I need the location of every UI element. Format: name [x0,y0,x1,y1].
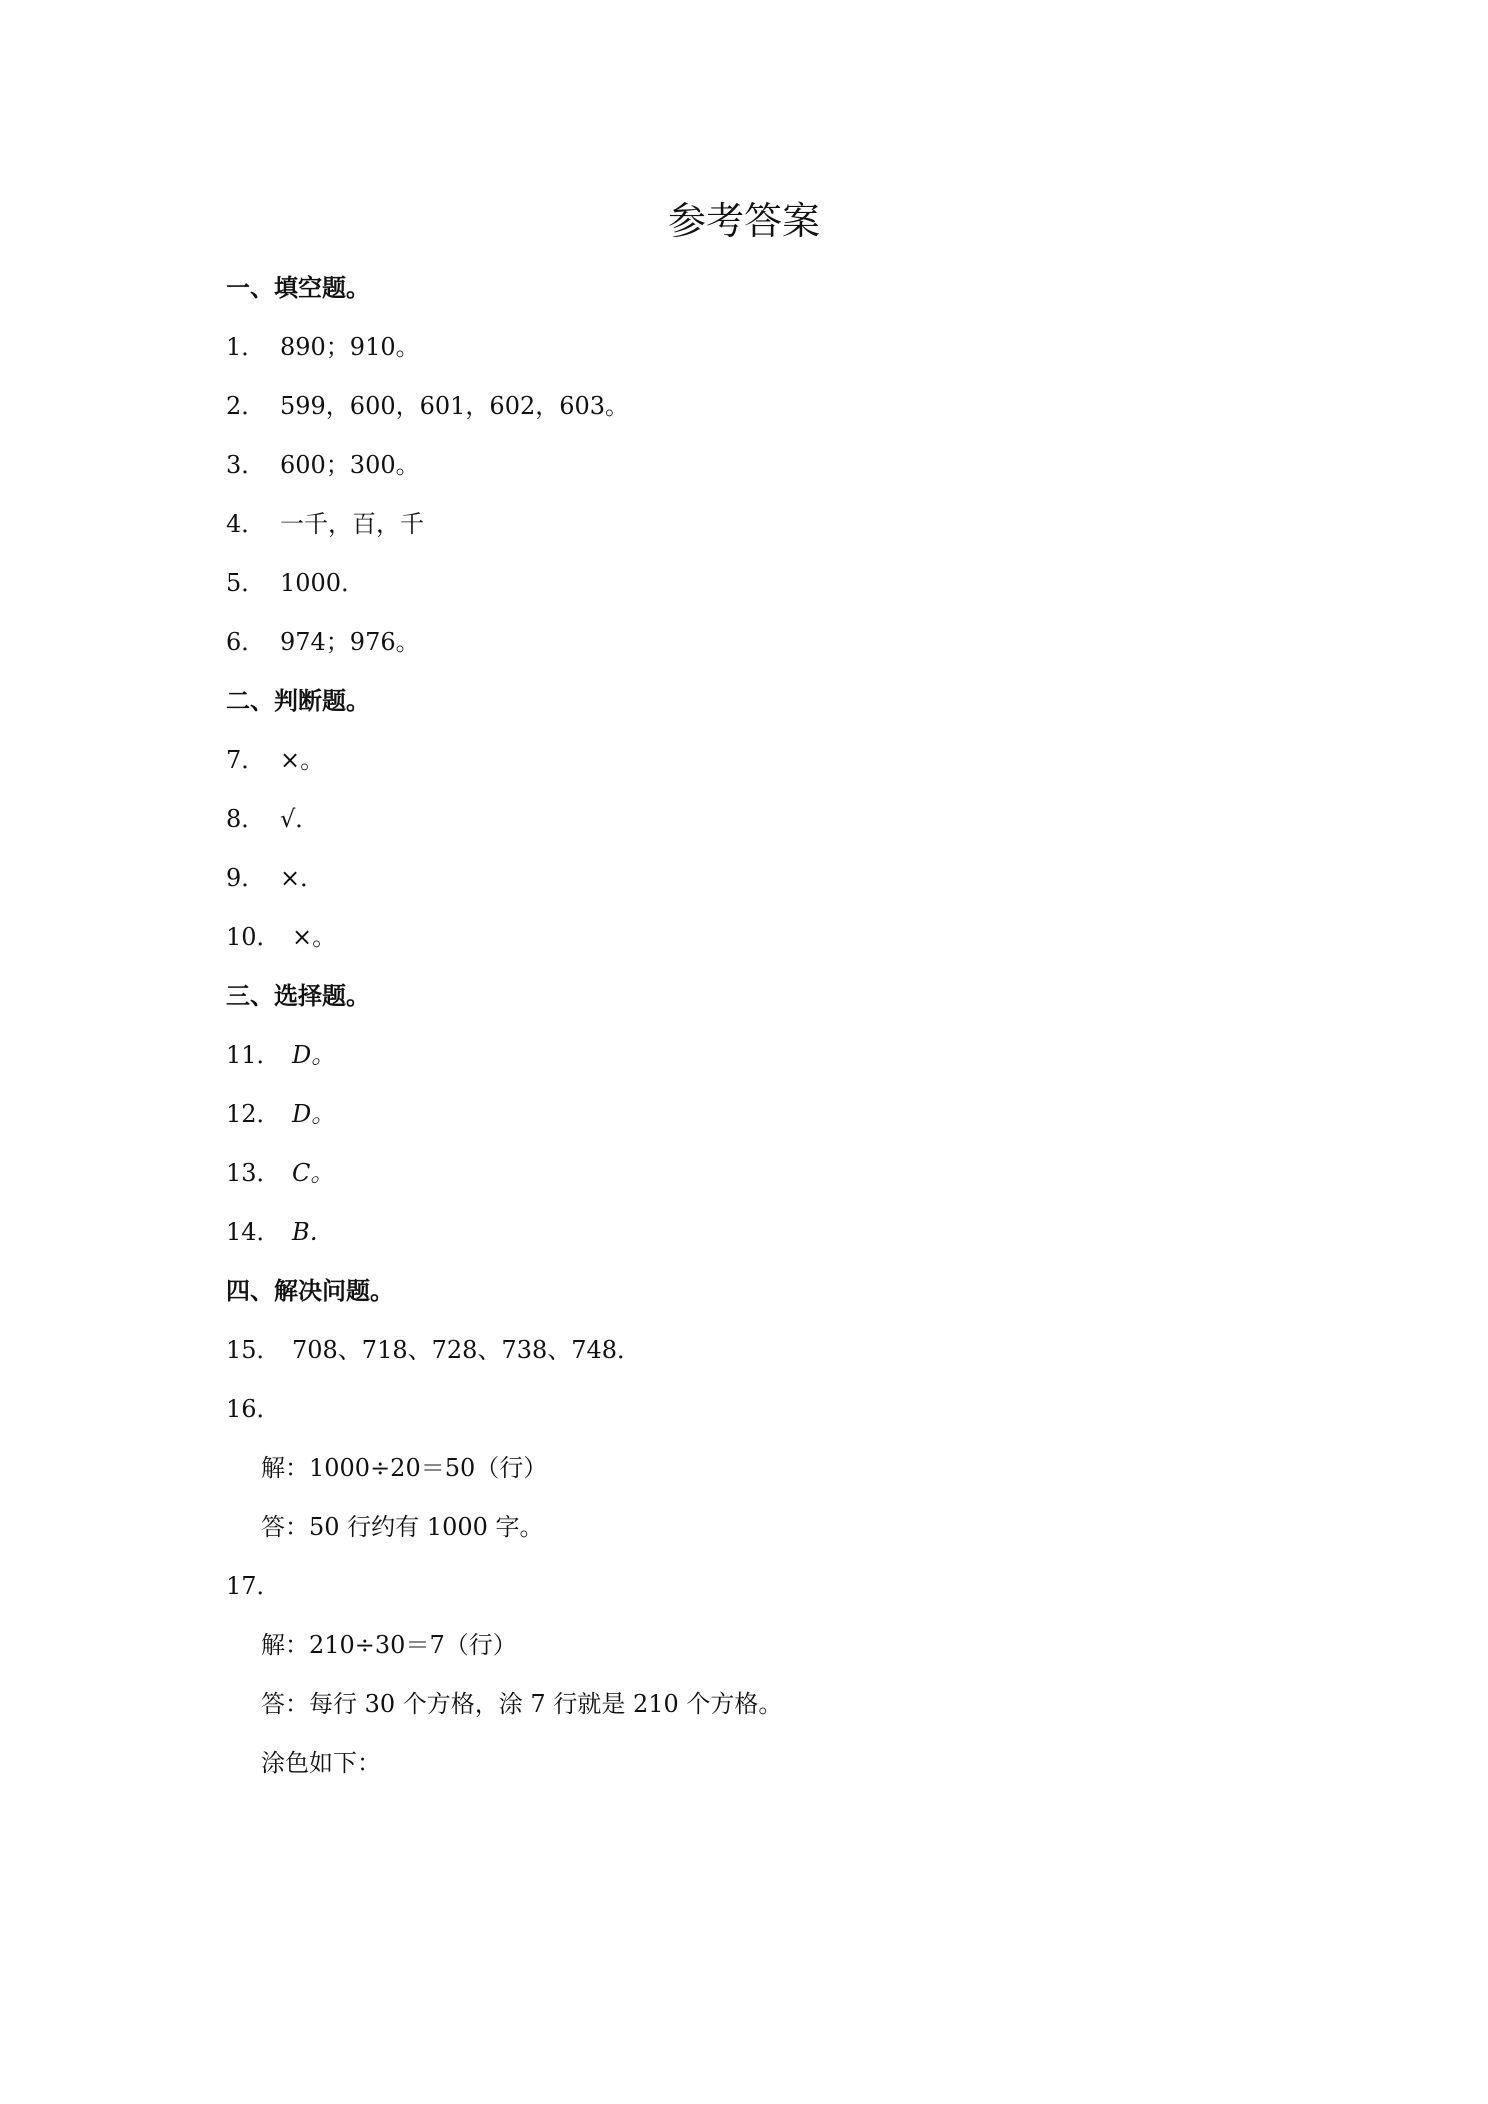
item-answer: 890；910。 [280,333,420,361]
answer-item [226,917,336,957]
solution-line: 解：1000÷20＝50（行） [261,1454,548,1482]
item-number: 11． [226,1041,281,1069]
item-number: 7． [226,746,266,774]
item-answer: 一千，百，千 [280,510,424,538]
item-answer: ×。 [292,923,337,951]
item-answer: 1000． [280,569,366,597]
item-answer: 708、718、728、738、748． [292,1336,642,1364]
answer-item [226,504,424,544]
item-answer: 974；976。 [280,628,420,656]
item-number: 6． [226,628,266,656]
reply-line: 答：每行 30 个方格，涂 7 行就是 210 个方格。 [261,1690,783,1718]
answer-item [226,1035,335,1075]
answer-item [226,1330,641,1370]
answer-item [226,327,420,367]
item-answer: B． [292,1218,334,1246]
item-answer: 600；300。 [280,451,420,479]
item-number: 5． [226,569,266,597]
item-number: 17． [226,1572,281,1600]
item-number: 4． [226,510,266,538]
item-answer: D。 [292,1100,336,1128]
item-number: 15． [226,1336,281,1364]
solution-line: 解：210÷30＝7（行） [261,1631,517,1659]
section-heading-true-false: 二、判断题。 [226,687,370,715]
answer-item [226,445,420,485]
item-answer: ×． [280,864,325,892]
item-answer: ×。 [280,746,325,774]
reply-line: 答：50 行约有 1000 字。 [261,1513,544,1541]
answer-item [226,1566,281,1606]
answer-item [226,1212,334,1252]
section-heading-multiple-choice: 三、选择题。 [226,982,370,1010]
item-number: 10． [226,923,281,951]
answer-item [226,386,629,426]
answer-item [226,858,324,898]
answer-item [226,740,324,780]
section-heading-fill-blank: 一、填空题。 [226,274,370,302]
item-answer: √． [280,805,320,833]
item-number: 9． [226,864,266,892]
item-number: 8． [226,805,266,833]
item-number: 12． [226,1100,281,1128]
item-number: 13． [226,1159,281,1187]
coloring-note: 涂色如下： [261,1749,381,1777]
item-number: 3． [226,451,266,479]
item-number: 14． [226,1218,281,1246]
item-number: 1． [226,333,266,361]
answer-item [226,1389,281,1429]
item-number: 16． [226,1395,281,1423]
page-title: 参考答案 [667,199,820,243]
item-answer: C。 [292,1159,335,1187]
section-heading-problem-solving: 四、解决问题。 [226,1277,394,1305]
answer-item [226,799,319,839]
answer-item [226,563,365,603]
answer-item [226,1153,334,1193]
item-answer: D。 [292,1041,336,1069]
answer-item [226,1094,335,1134]
item-number: 2． [226,392,266,420]
item-answer: 599，600，601，602，603。 [280,392,630,420]
answer-item [226,622,420,662]
